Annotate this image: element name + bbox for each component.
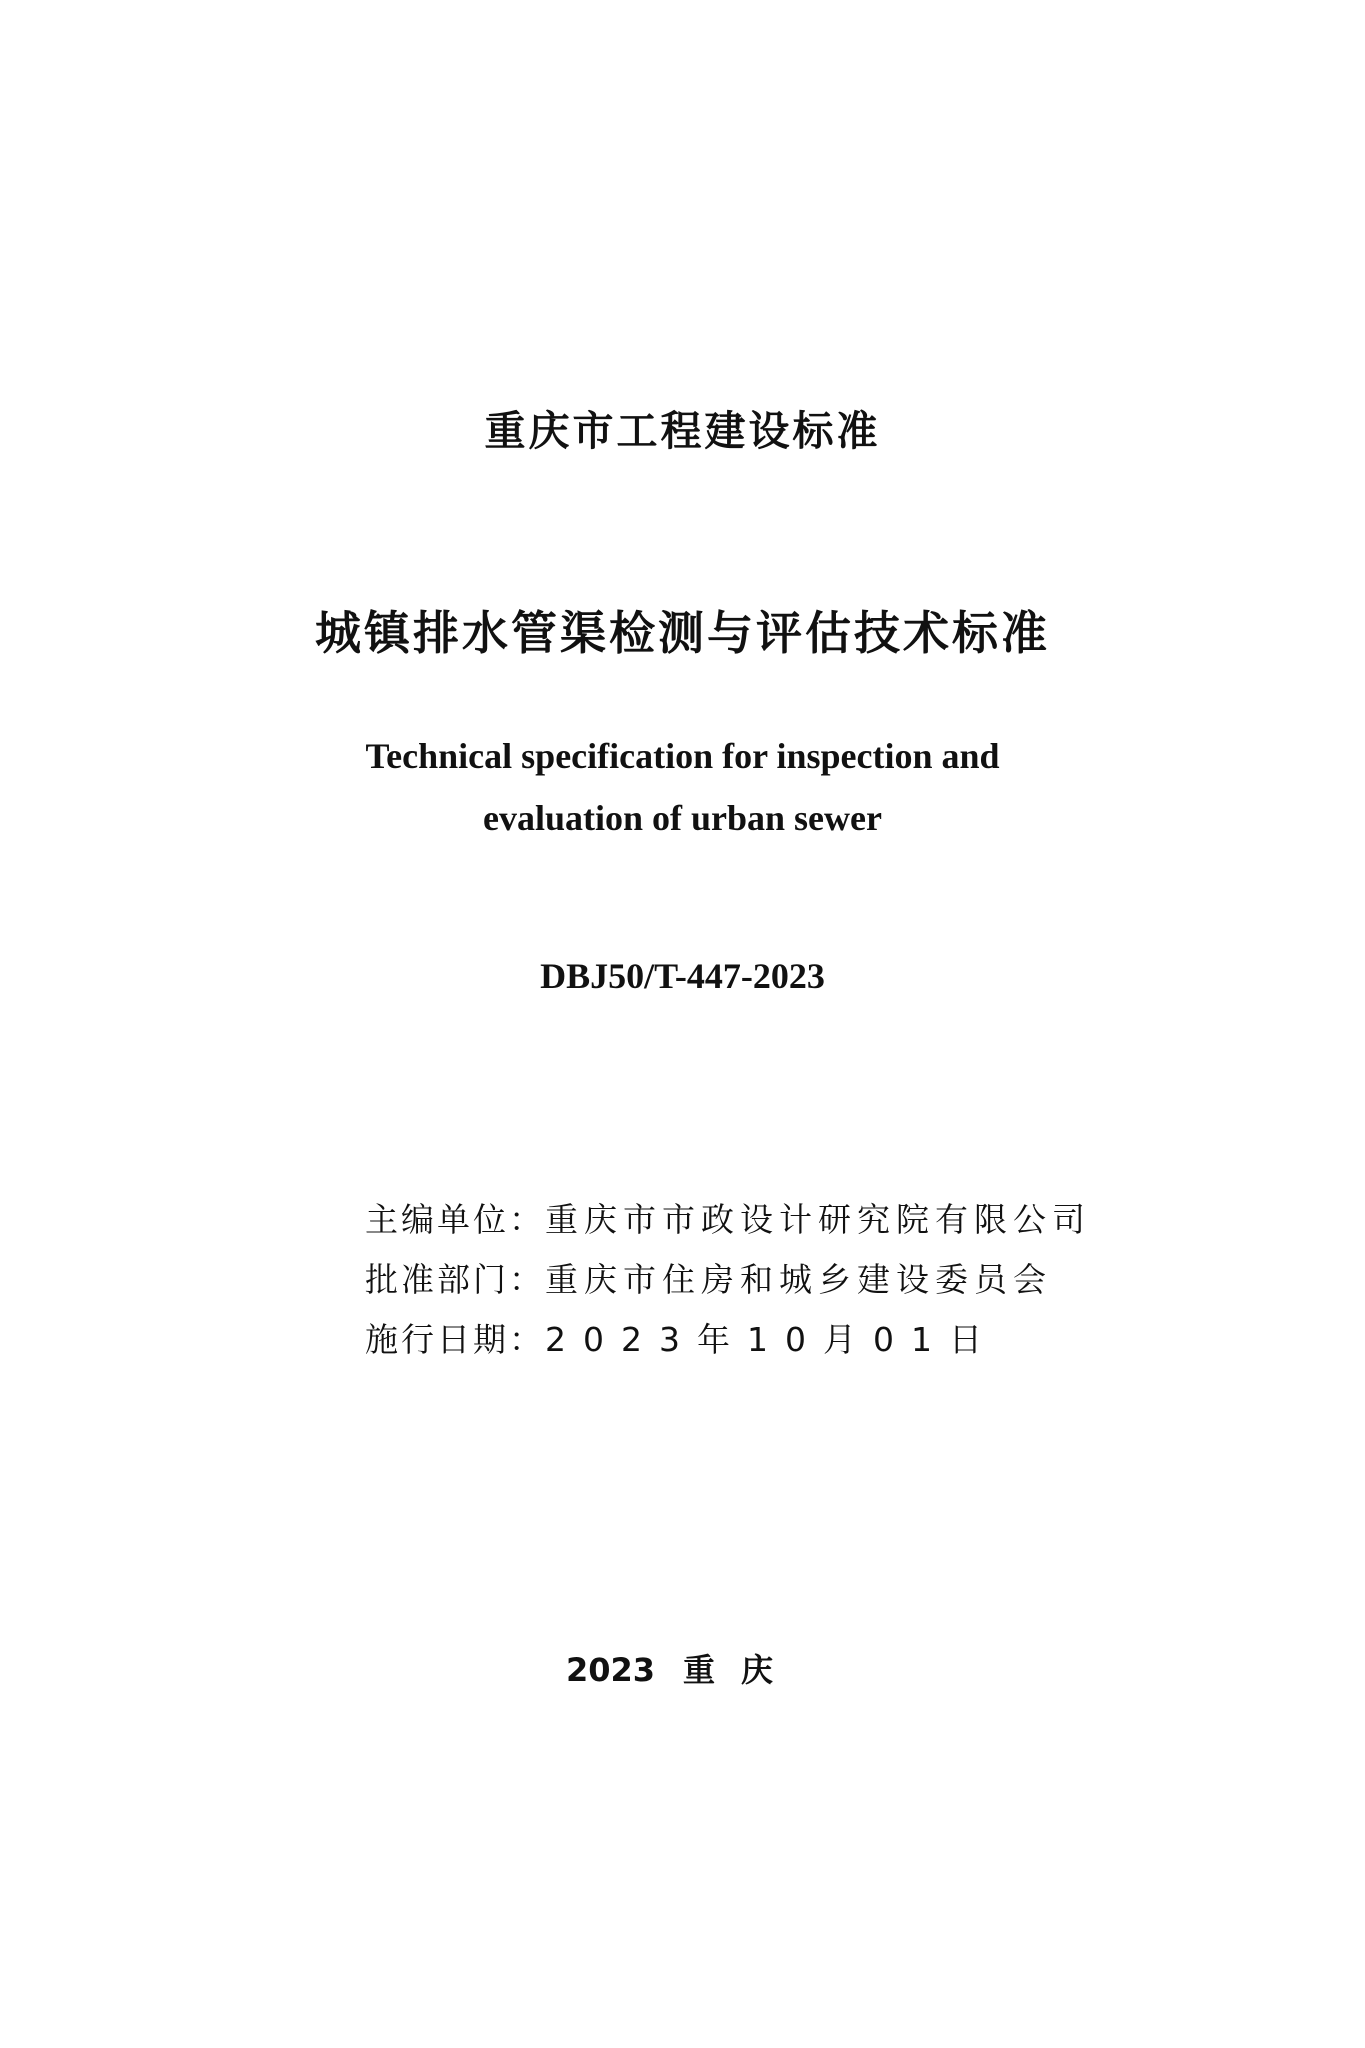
imprint-city: 重庆 — [683, 1651, 800, 1689]
english-title — [0, 725, 1365, 849]
imprint-year: 2023 — [565, 1651, 656, 1689]
chief-editor-value: 重庆市市政设计研究院有限公司 — [545, 1200, 1091, 1239]
series-title: 重庆市工程建设标准 — [484, 407, 881, 455]
english-title-line-2: evaluation of urban sewer — [483, 798, 882, 838]
approval-dept-label: 批准部门： — [365, 1260, 545, 1299]
effective-date-label: 施行日期： — [365, 1320, 545, 1359]
chief-editor-row — [365, 1190, 1091, 1250]
approval-dept-row — [365, 1250, 1091, 1310]
standard-code: DBJ50/T-447-2023 — [540, 956, 825, 996]
publication-info — [365, 1190, 1091, 1370]
effective-date-value: 2023年10月01日 — [545, 1320, 999, 1359]
chinese-title: 城镇排水管渠检测与评估技术标准 — [315, 606, 1050, 660]
effective-date-row — [365, 1310, 1091, 1370]
chief-editor-label: 主编单位： — [365, 1200, 545, 1239]
approval-dept-value: 重庆市住房和城乡建设委员会 — [545, 1260, 1052, 1299]
english-title-line-1: Technical specification for inspection and — [365, 736, 1000, 776]
imprint — [0, 1645, 1365, 1691]
